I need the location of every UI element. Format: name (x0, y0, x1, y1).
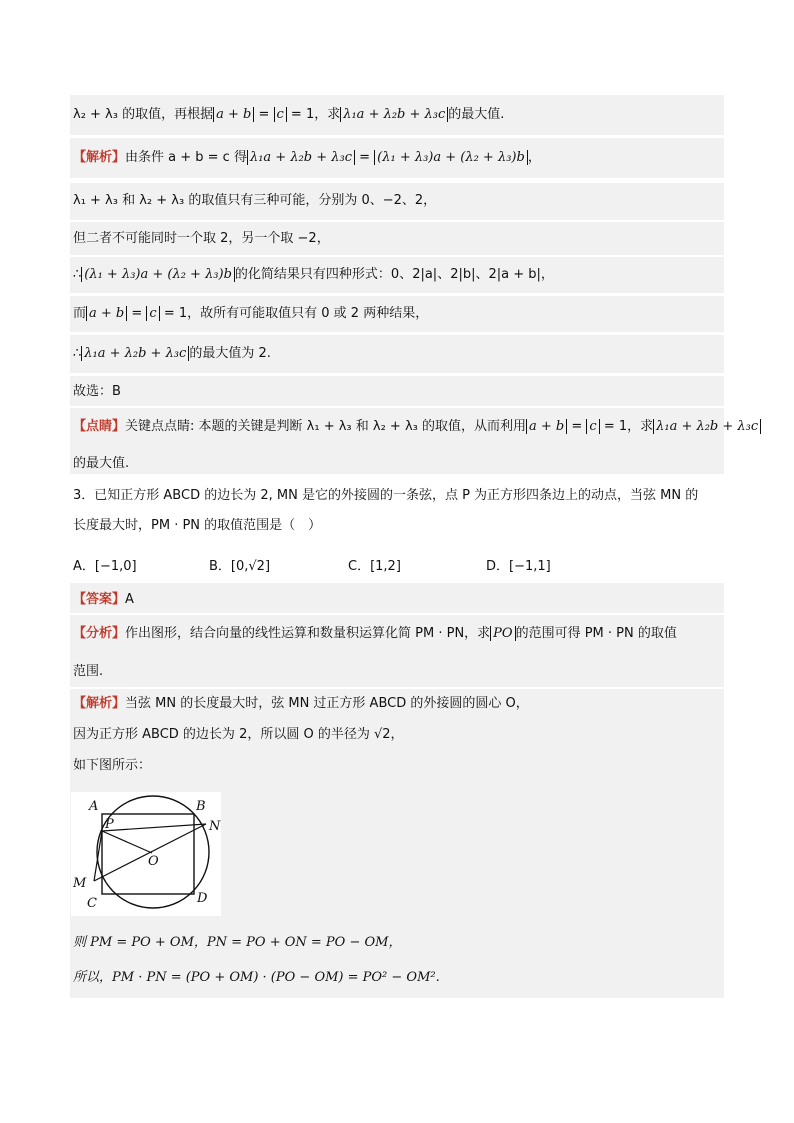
text-line (73, 455, 129, 473)
text: 关键点点睛: 本题的关键是判断 λ₁ + λ₃ 和 λ₂ + λ₃ 的取值，从而利用 (125, 419, 526, 434)
text-line (73, 934, 401, 952)
text: 作出图形，结合向量的线性运算和数量积运算化简 PM · PN，求 (125, 626, 491, 641)
geometry-figure (71, 792, 221, 916)
question-line (73, 487, 698, 505)
text: 但二者不可能同时一个取 2，另一个取 −2， (73, 231, 330, 246)
abs-expr: c (586, 419, 599, 434)
band (70, 376, 724, 406)
text: 如下图所示： (73, 758, 152, 773)
text: = 1，求 (599, 419, 654, 434)
text-line (73, 695, 529, 713)
text: 则 PM = PO + OM，PN = PO + ON = PO − OM， (73, 935, 402, 950)
text: 3．已知正方形 ABCD 的边长为 2, MN 是它的外接圆的一条弦，点 P 为正方形四条边上的动点，当弦 MN 的 (73, 488, 699, 503)
text-line (73, 345, 271, 363)
abs-expr: λ₁a + λ₂b + λ₃c (247, 150, 355, 165)
circumcircle (97, 796, 209, 908)
text-line (73, 757, 151, 775)
option-c[interactable] (348, 555, 401, 574)
abs-expr: λ₁a + λ₂b + λ₃c (340, 107, 448, 122)
label-d: D (197, 891, 208, 906)
text: 的最大值. (73, 456, 130, 471)
text: ∴ (73, 346, 82, 361)
label-p: P (105, 817, 114, 832)
text: = (355, 150, 375, 165)
label-b: B (196, 799, 206, 814)
text: 而 (73, 306, 87, 321)
band (70, 583, 724, 613)
text: 的最大值. (448, 107, 505, 122)
option-label: C．[1,2] (348, 559, 401, 574)
text-line (73, 305, 428, 323)
text: 范围. (73, 664, 104, 679)
text: = (567, 419, 587, 434)
text-line (73, 149, 541, 167)
abs-expr: a + b (86, 306, 127, 321)
label-c: C (87, 896, 97, 911)
text: 的最大值为 2. (189, 346, 271, 361)
text: λ₂ + λ₃ 的取值，再根据 (73, 107, 214, 122)
abs-expr: c (146, 306, 159, 321)
abs-expr: (λ₁ + λ₃)a + (λ₂ + λ₃)b (81, 267, 235, 282)
text: = (254, 107, 274, 122)
label-a: A (89, 799, 99, 814)
text: 故选：B (73, 384, 121, 399)
abs-expr: (λ₁ + λ₃)a + (λ₂ + λ₃)b (374, 150, 528, 165)
abs-expr: c (274, 107, 287, 122)
text: 的化简结果只有四种形式：0、2|a|、2|b|、2|a + b|， (234, 267, 554, 282)
label-m: M (73, 876, 87, 891)
abs-expr: λ₁a + λ₂b + λ₃c (81, 346, 189, 361)
segment-pn (102, 824, 206, 831)
abs-expr: a + b (213, 107, 254, 122)
text: = 1，求 (286, 107, 341, 122)
option-a[interactable] (73, 555, 137, 574)
abs-expr: PO (490, 626, 515, 641)
text: 长度最大时，PM · PN 的取值范围是（ ） (73, 518, 322, 533)
label-n: N (209, 819, 221, 834)
option-b[interactable] (209, 555, 270, 574)
answer-value: A (125, 592, 134, 607)
text-line (73, 591, 134, 609)
abs-expr: λ₁a + λ₂b + λ₃c (653, 419, 761, 434)
point-tag: 【点睛】 (73, 419, 126, 434)
option-label: A．[−1,0] (73, 559, 137, 574)
analysis-tag: 【分析】 (73, 626, 126, 641)
option-label: D．[−1,1] (486, 559, 551, 574)
question-line (73, 517, 321, 535)
text: 所以，PM · PN = (PO + OM) · (PO − OM) = PO² − OM². (73, 970, 440, 985)
text: ， (527, 150, 541, 165)
option-label: B．[0,√2] (209, 559, 271, 574)
option-d[interactable] (486, 555, 551, 574)
text: = 1，故所有可能取值只有 0 或 2 两种结果， (159, 306, 429, 321)
text-line (73, 383, 121, 401)
solution-tag: 【解析】 (73, 696, 126, 711)
text-line (73, 726, 404, 744)
solution-tag: 【解析】 (73, 150, 126, 165)
abs-expr: a + b (526, 419, 567, 434)
text-line (73, 663, 103, 681)
figure-svg (71, 792, 221, 916)
text-line (73, 192, 436, 210)
text: 因为正方形 ABCD 的边长为 2，所以圆 O 的半径为 √2， (73, 727, 404, 742)
segment-po (102, 831, 152, 853)
text: λ₁ + λ₃ 和 λ₂ + λ₃ 的取值只有三种可能，分别为 0、−2、2， (73, 193, 437, 208)
text: = (127, 306, 147, 321)
text-line (73, 418, 761, 436)
text-line (73, 625, 677, 643)
answer-tag: 【答案】 (73, 592, 126, 607)
text: 当弦 MN 的长度最大时，弦 MN 过正方形 ABCD 的外接圆的圆心 O， (125, 696, 529, 711)
text-line (73, 969, 440, 987)
label-o: O (148, 854, 159, 869)
text: ∴ (73, 267, 82, 282)
text: 由条件 a + b = c 得 (125, 150, 247, 165)
text-line (73, 230, 330, 248)
text-line (73, 266, 554, 284)
text-line (73, 106, 504, 124)
text: 的范围可得 PM · PN 的取值 (515, 626, 677, 641)
